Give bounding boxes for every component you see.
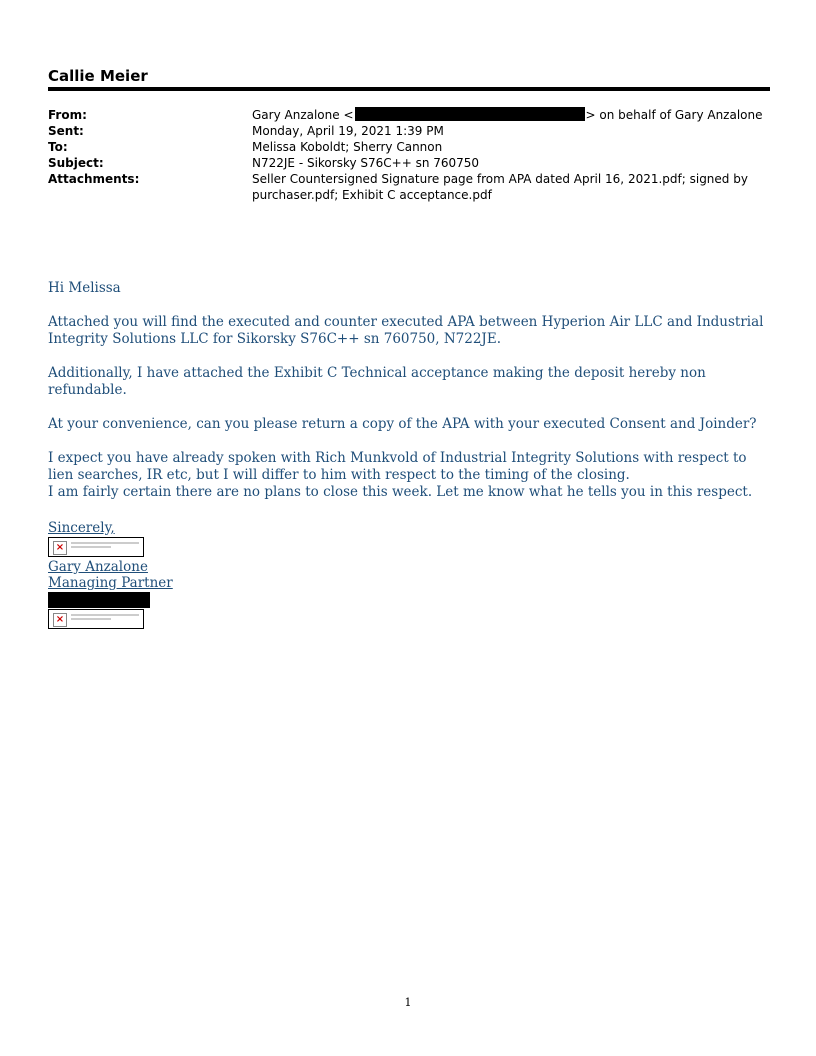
redacted-contact xyxy=(48,592,150,608)
redacted-email-address xyxy=(355,107,585,121)
sent-label: Sent: xyxy=(48,124,84,138)
body-paragraph-5: I am fairly certain there are no plans to close this week. Let me know what he tells you in this respect. xyxy=(48,484,753,500)
attachments-line-1: Seller Countersigned Signature page from APA dated April 16, 2021.pdf; signed by xyxy=(252,172,748,186)
subject-label: Subject: xyxy=(48,156,104,170)
email-body xyxy=(48,280,770,518)
from-value xyxy=(252,107,770,123)
body-paragraph-3: At your convenience, can you please return a copy of the APA with your executed Consent and Joinder? xyxy=(48,416,757,432)
to-label: To: xyxy=(48,140,68,154)
body-paragraph-1: Attached you will find the executed and counter executed APA between Hyperion Air LLC and Industrial Integrity Solutions LLC for Sikorsky S76C++ sn 760750, N722JE. xyxy=(48,314,764,347)
to-value: Melissa Koboldt; Sherry Cannon xyxy=(252,140,443,154)
from-name: Gary Anzalone < xyxy=(252,108,354,122)
broken-image-icon: × xyxy=(53,541,67,555)
attachments-line-2: purchaser.pdf; Exhibit C acceptance.pdf xyxy=(252,188,492,202)
signature-block xyxy=(48,520,173,631)
attachments-value xyxy=(252,171,770,203)
attachments-label: Attachments: xyxy=(48,172,140,186)
header-rule xyxy=(48,87,770,91)
signature-closing: Sincerely, xyxy=(48,520,115,536)
from-label: From: xyxy=(48,108,87,122)
body-paragraph-4: I expect you have already spoken with Rich Munkvold of Industrial Integrity Solutions with respect to lien searches, IR etc, but I will differ to him with respect to the timing of the closing. xyxy=(48,450,747,483)
broken-image-icon: × xyxy=(53,613,67,627)
signature-name: Gary Anzalone xyxy=(48,559,148,575)
signature-title: Managing Partner xyxy=(48,575,173,591)
page-number: 1 xyxy=(404,996,412,1009)
broken-image-placeholder xyxy=(48,537,144,557)
body-paragraph-2: Additionally, I have attached the Exhibit C Technical acceptance making the deposit hereby non refundable. xyxy=(48,365,706,398)
broken-image-placeholder xyxy=(48,609,144,629)
subject-value: N722JE - Sikorsky S76C++ sn 760750 xyxy=(252,156,480,170)
greeting: Hi Melissa xyxy=(48,280,121,296)
from-suffix: > on behalf of Gary Anzalone xyxy=(585,108,763,122)
document-owner-name: Callie Meier xyxy=(48,67,148,85)
sent-value: Monday, April 19, 2021 1:39 PM xyxy=(252,124,444,138)
